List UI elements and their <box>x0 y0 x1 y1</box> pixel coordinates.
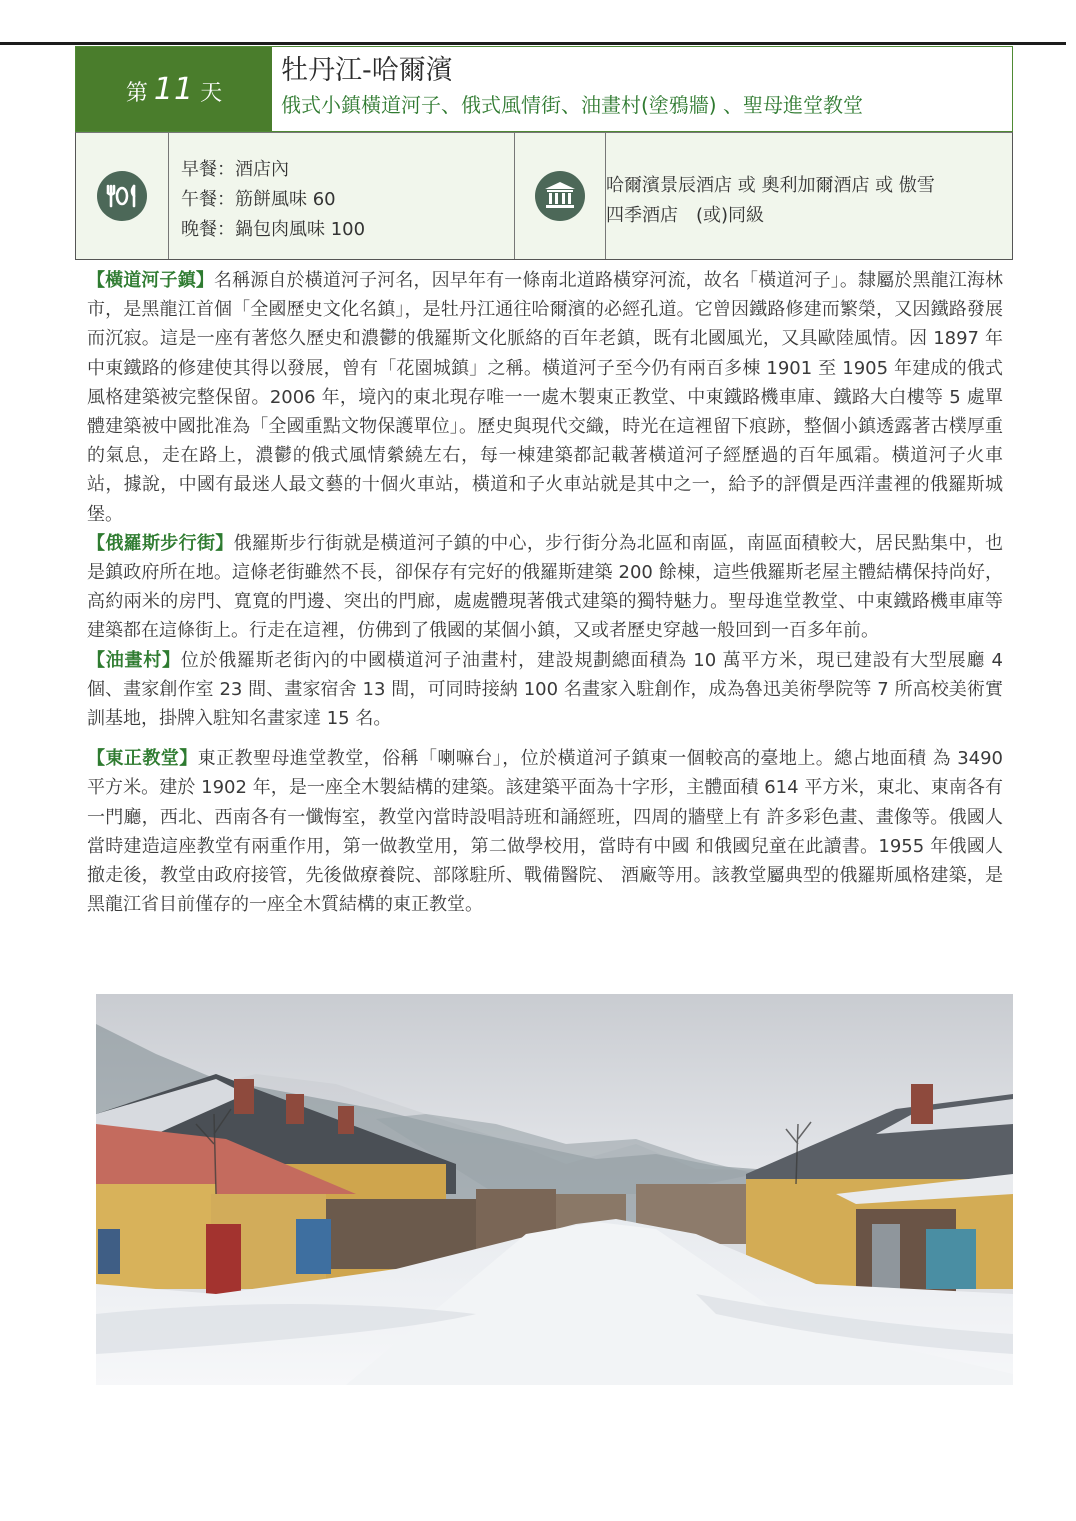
hotel-line-2: 四季酒店 (或)同級 <box>606 205 765 226</box>
section-text: 俄羅斯步行街就是橫道河子鎮的中心，步行街分為北區和南區，南區面積較大，居民點集中，也是鎮政府所在地。這條老街雖然不長，卻保存有完好的俄羅斯建築 200 餘棟，這些俄羅斯老屋主體結構保持尚好，高約兩米的房門、寬寬的門邊、突出的門廊，處處體現著俄式建築的獨特魅力。聖母進堂教堂、中東鐵路機車庫等建築都在這條街上。行走在這裡，仿佛到了俄國的某個小鎮，又或者歷史穿越一般回到一百多年前。 <box>87 532 1004 642</box>
day-badge <box>76 47 272 131</box>
hotel-cell <box>606 133 1012 259</box>
meals-cell <box>169 133 515 259</box>
breakfast-text: 早餐：酒店內 <box>181 159 289 180</box>
dinner-text: 晚餐：鍋包肉風味 100 <box>181 219 366 240</box>
section-heading: 【東正教堂】 <box>87 748 198 770</box>
route-title: 牡丹江-哈爾濱 <box>281 55 453 86</box>
lunch-text: 午餐：筋餅風味 60 <box>181 189 336 210</box>
day-prefix: 第 <box>125 80 148 106</box>
itinerary-content <box>87 266 1003 919</box>
section-text: 名稱源自於橫道河子河名，因早年有一條南北道路橫穿河流，故名「橫道河子」。隸屬於黑龍江海林市，是黑龍江首個「全國歷史文化名鎮」，是牡丹江通往哈爾濱的必經孔道。它曾因鐵路修建而繁榮，又因鐵路發展而沉寂。這是一座有著悠久歷史和濃鬱的俄羅斯文化脈絡的百年老鎮，既有北國風光，又具歐陸風情。因 1897 年中東鐵路的修建使其得以發展，曾有「花園城鎮」之稱。橫道河子至今仍有兩百多棟 1901 至 1905 年建成的俄式風格建築被完整保留。2006 年，境內的東北現存唯一一處木製東正教堂、中東鐵路機車庫、鐵路大白樓等 5 處單體建築被中國批准為「全國重點文物保護單位」。歷史與現代交織，時光在這裡留下痕跡，整個小鎮透露著古樸厚重的氣息，走在路上，濃鬱的俄式風情縈繞左右，每一棟建築都記載著橫道河子經歷過的百年風霜。橫道河子火車站，據說，中國有最迷人最文藝的十個火車站，橫道和子火車站就是其中之一，給予的評價是西洋畫裡的俄羅斯城堡。 <box>87 270 1003 525</box>
day-suffix: 天 <box>200 80 223 106</box>
hotel-line-1: 哈爾濱景辰酒店 或 奧利加爾酒店 或 傲雪 <box>606 175 935 196</box>
info-row <box>75 132 1013 260</box>
hotel-icon-cell <box>515 133 606 259</box>
section-hengdaohezi <box>87 266 1003 529</box>
section-heading: 【油畫村】 <box>87 649 181 671</box>
section-oil-painting-village <box>87 646 1003 734</box>
route-box <box>272 47 1012 131</box>
day-header <box>75 46 1013 132</box>
section-text: 東正教聖母進堂教堂，俗稱「喇嘛台」，位於橫道河子鎮東一個較高的臺地上。總占地面積 為 3490 平方米。建於 1902 年，是一座全木製結構的建築。該建築平面為十字形，主體面積 614 平方米，東北、東南各有一門廳，西北、西南各有一懺悔室，教堂內當時設唱詩班和誦經班，四周的牆壁上有 許多彩色畫、畫像等。俄國人當時建造這座教堂有兩重作用，第一做教堂用，第二做學校用，當時有中國 和俄國兒童在此讀書。1955 年俄國人撤走後，教堂由政府接管，先後做療養院、部隊駐所、戰備醫院、 酒廠等用。該教堂屬典型的俄羅斯風格建築，是黑龍江省目前僅存的一座全木質結構的東正教堂。 <box>87 748 1004 916</box>
hotel-building-icon <box>535 171 585 221</box>
section-orthodox-church <box>87 744 1003 919</box>
snowy-street-photo <box>96 994 1013 1385</box>
route-subtitle: 俄式小鎮橫道河子、俄式風情街、油畫村(塗鴉牆) 、聖母進堂教堂 <box>281 93 863 117</box>
day-number: 11 <box>153 71 195 107</box>
top-rule <box>0 42 1066 45</box>
section-russian-street <box>87 529 1003 646</box>
section-text: 位於俄羅斯老街內的中國橫道河子油畫村，建設規劃總面積為 10 萬平方米，現已建設有大型展廳 4 個、畫家創作室 23 間、畫家宿舍 13 間，可同時接納 100 名畫家入駐創作，成為魯迅美術學院等 7 所高校美術實訓基地，掛牌入駐知名畫家達 15 名。 <box>87 649 1003 730</box>
dining-icon <box>97 171 147 221</box>
meals-icon-cell <box>76 133 169 259</box>
section-heading: 【俄羅斯步行街】 <box>87 532 234 554</box>
section-heading: 【橫道河子鎮】 <box>87 270 214 291</box>
